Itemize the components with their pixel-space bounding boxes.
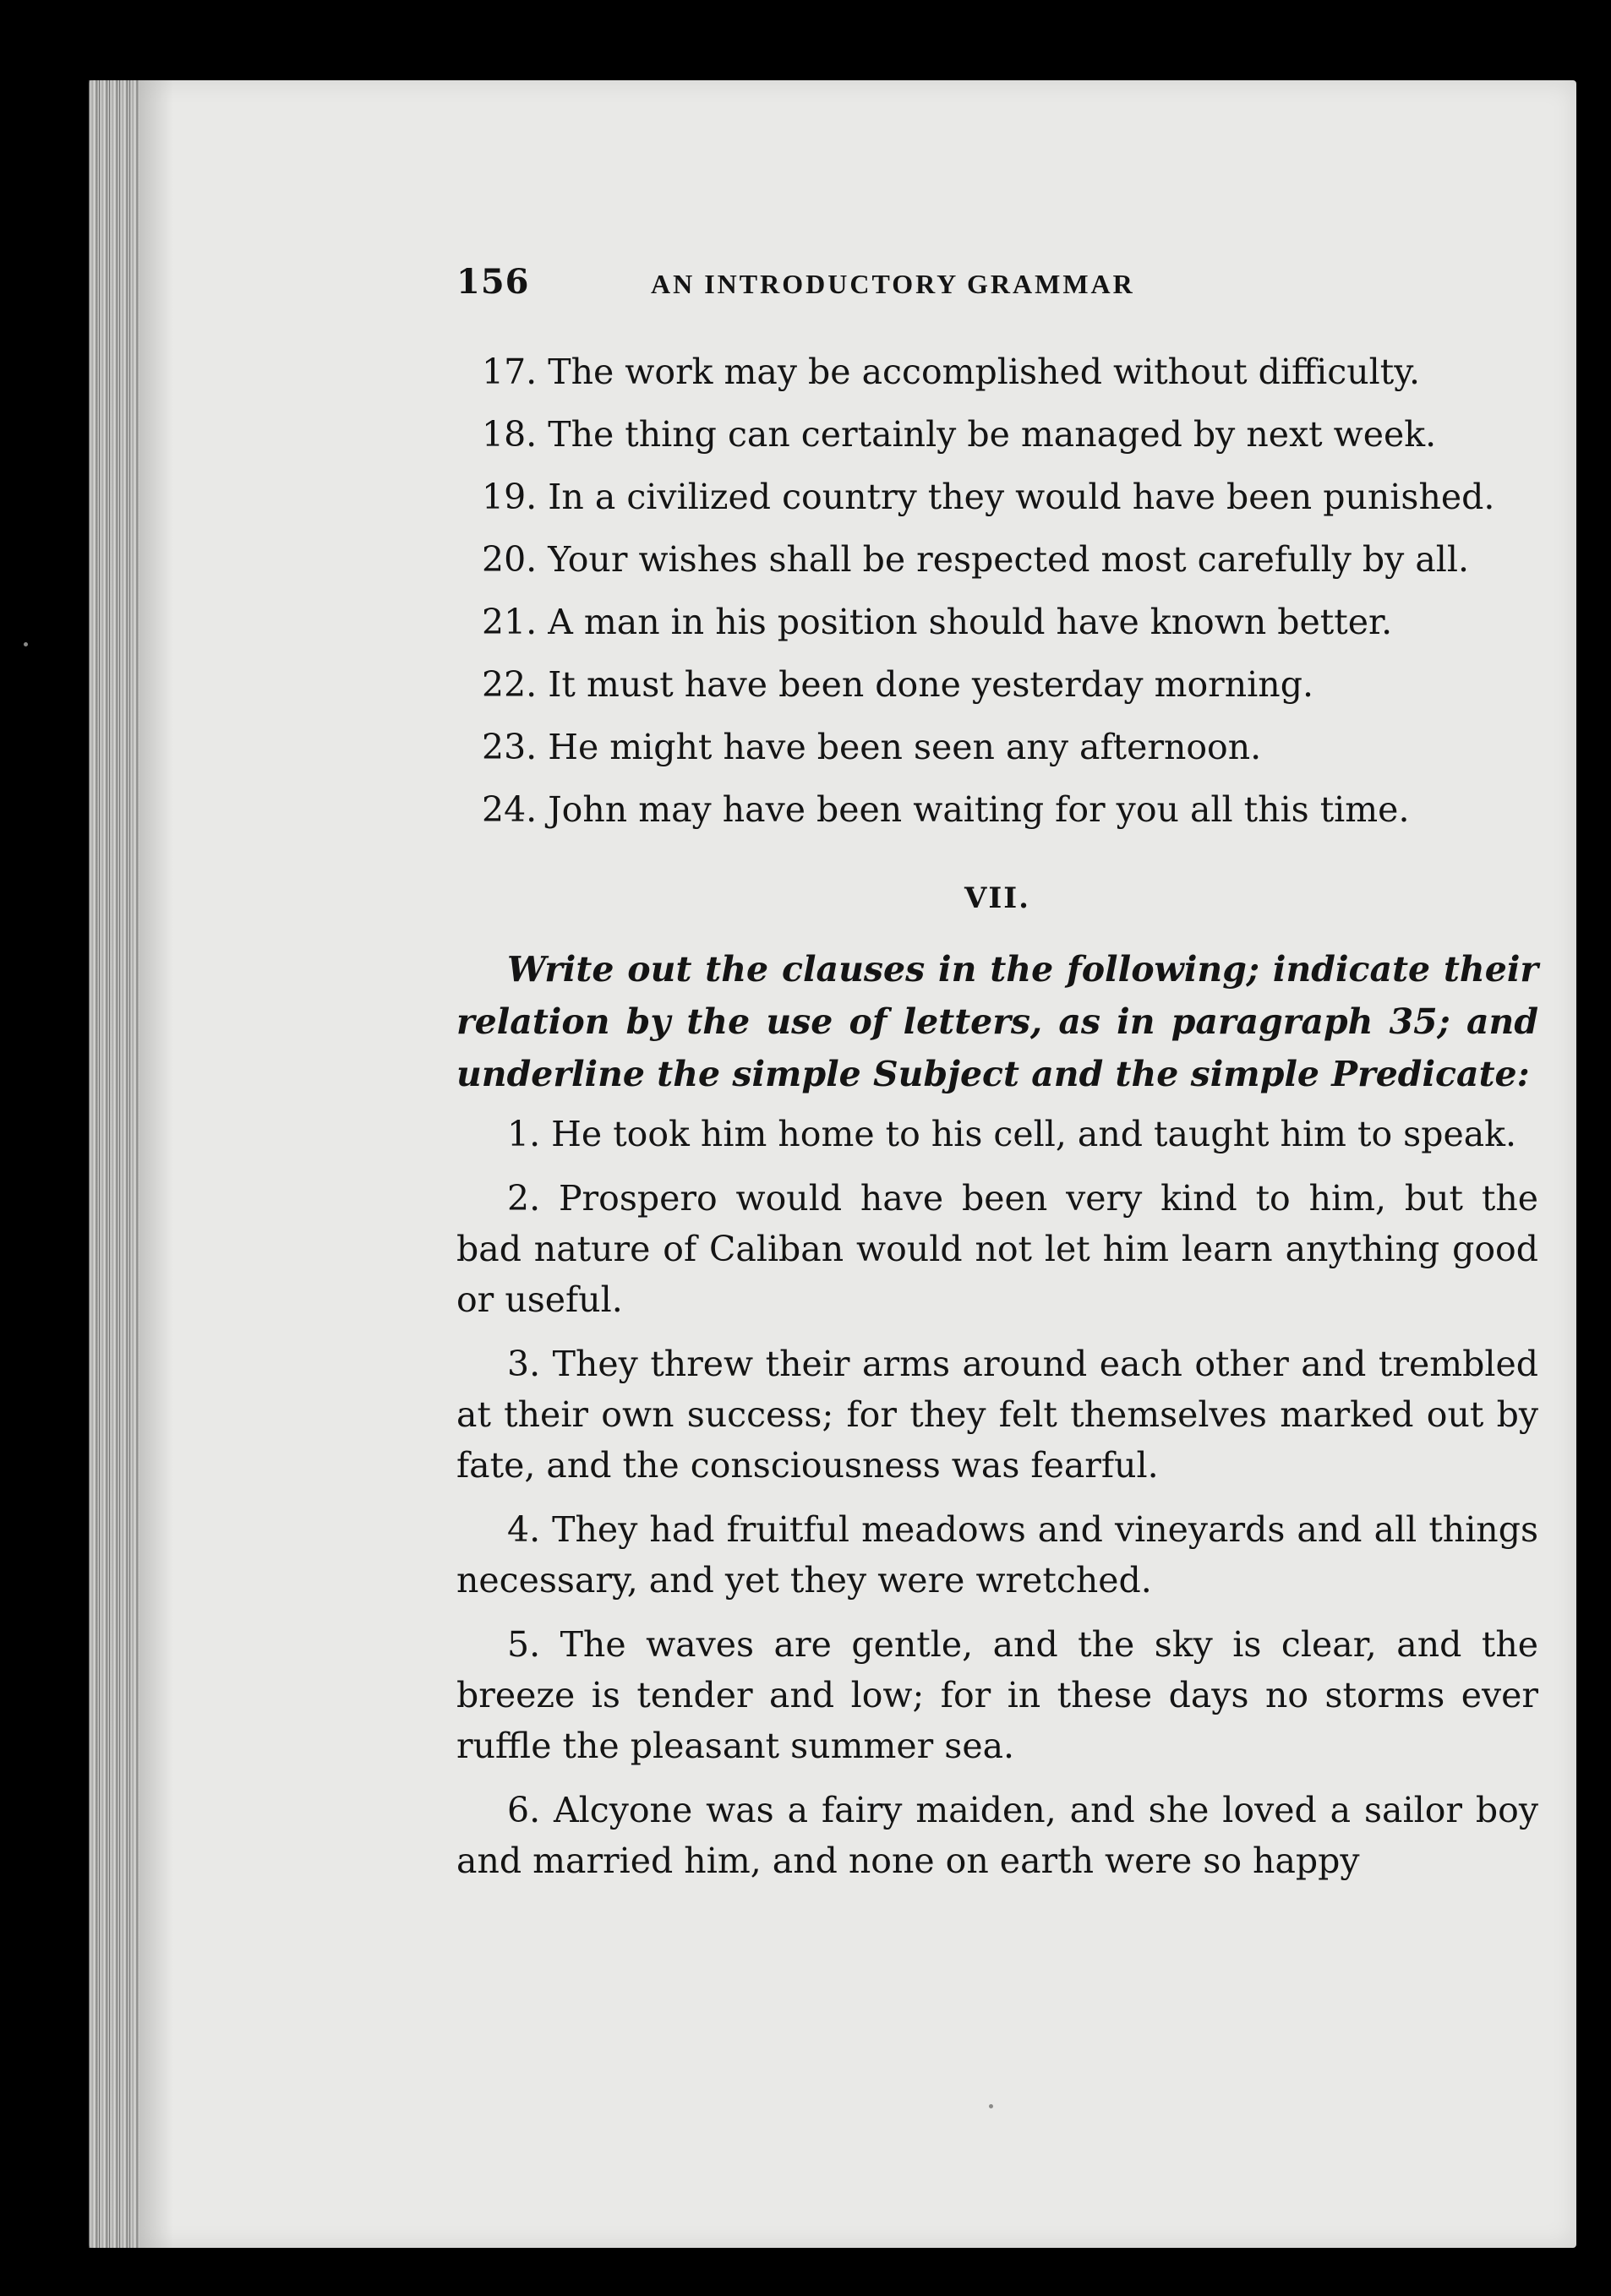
sentence-item-17: 17. The work may be accomplished without difficulty.	[482, 352, 1420, 392]
running-head: AN INTRODUCTORY GRAMMAR	[651, 269, 1135, 299]
print-speck	[989, 2104, 993, 2108]
exercise-item-3: 3. They threw their arms around each other and trembled at their own success; for they felt themselves marked out by fate, and the consciousness was fearful.	[456, 1344, 1538, 1486]
page-stack-edge	[89, 80, 139, 2248]
exercise-item-4: 4. They had fruitful meadows and vineyards and all things necessary, and yet they were wretched.	[456, 1509, 1538, 1601]
sentence-item-24: 24. John may have been waiting for you all this time.	[482, 789, 1410, 830]
sentence-item-20: 20. Your wishes shall be respected most carefully by all.	[482, 539, 1470, 580]
page-number: 156	[456, 262, 530, 302]
exercise-item-6: 6. Alcyone was a fairy maiden, and she loved a sailor boy and married him, and none on earth were so happy	[456, 1790, 1538, 1881]
scan-speck	[24, 642, 28, 646]
page-edge-shadow	[139, 80, 173, 2248]
section-heading: VII.	[964, 881, 1031, 915]
exercise-item-5: 5. The waves are gentle, and the sky is clear, and the breeze is tender and low; for in these days no storms ever ruffle the pleasant summer sea.	[456, 1624, 1538, 1766]
sentence-item-18: 18. The thing can certainly be managed by next week.	[482, 414, 1437, 455]
section-instructions: Write out the clauses in the following; indicate their relation by the use of letters, as in paragraph 35; and underline the simple Subject and the simple Predicate:	[456, 949, 1538, 1094]
sentence-item-22: 22. It must have been done yesterday morning.	[482, 664, 1313, 705]
sentence-item-23: 23. He might have been seen any afternoon.	[482, 727, 1262, 767]
sentence-item-19: 19. In a civilized country they would have been punished.	[482, 477, 1495, 517]
page-text	[456, 262, 1538, 1900]
sentence-item-21: 21. A man in his position should have known better.	[482, 602, 1393, 642]
exercise-item-1: 1. He took him home to his cell, and taught him to speak.	[507, 1114, 1517, 1154]
page-header	[456, 262, 1538, 313]
exercise-item-2: 2. Prospero would have been very kind to him, but the bad nature of Caliban would not let him learn anything good or useful.	[456, 1178, 1538, 1320]
